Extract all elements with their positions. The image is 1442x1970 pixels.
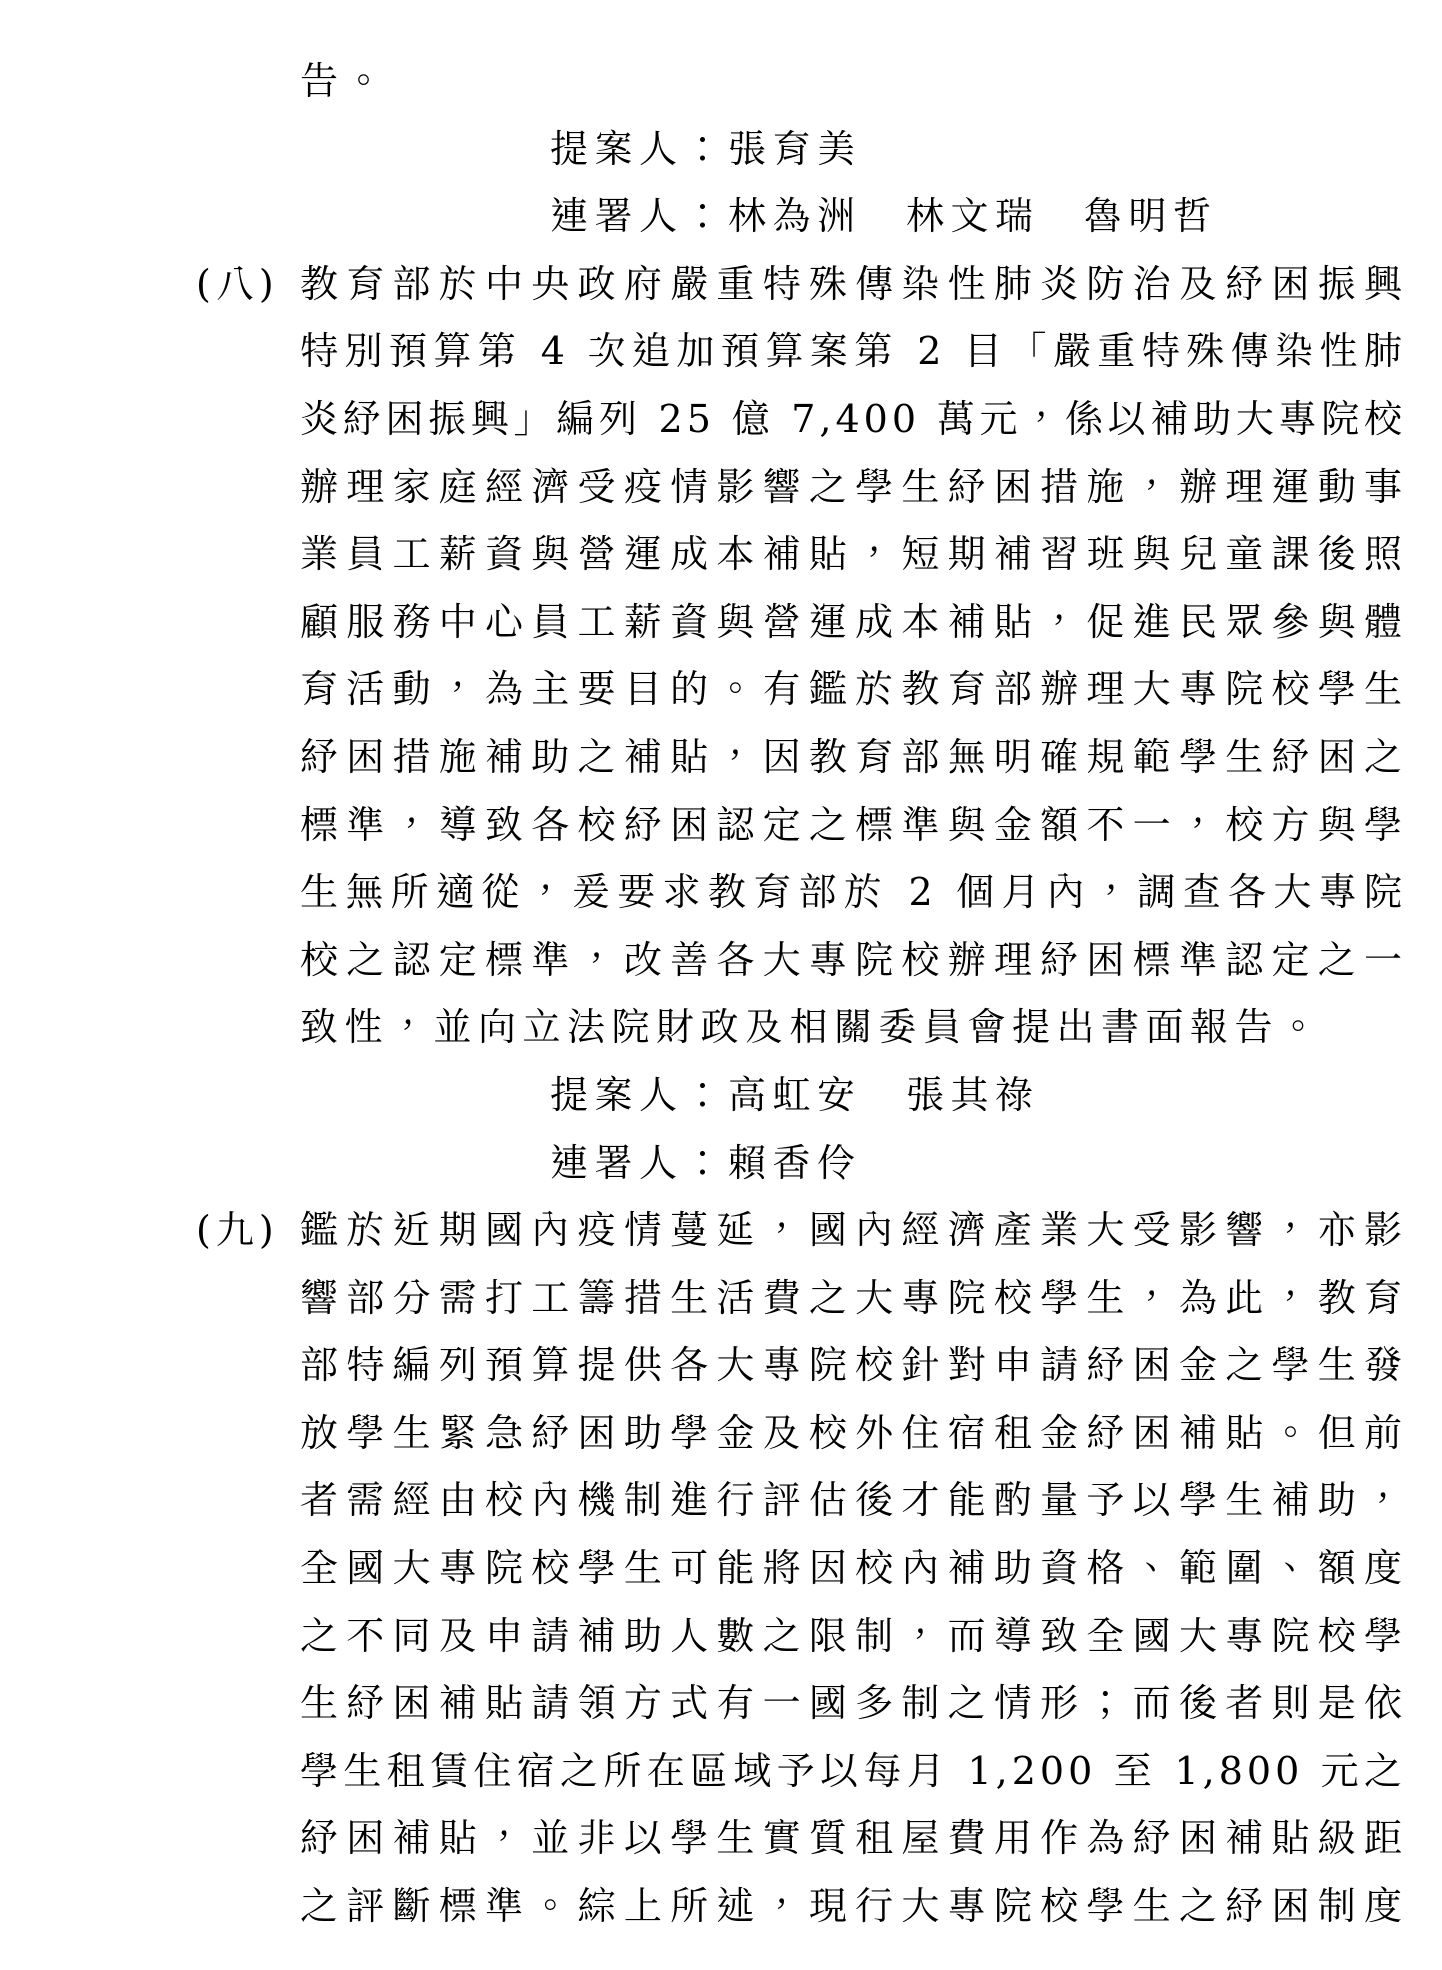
text-line: 炎紓困振興」編列 25 億 7,400 萬元，係以補助大專院校 (300, 396, 1406, 441)
text-line: 生紓困補貼請領方式有一國多制之情形；而後者則是依 (300, 1681, 1406, 1726)
text-line: 顧服務中心員工薪資與營運成本補貼，促進民眾參與體 (300, 599, 1406, 644)
text-line: 紓困措施補助之補貼，因教育部無明確規範學生紓困之 (300, 734, 1406, 779)
text-line: 全國大專院校學生可能將因校內補助資格、範圍、額度 (300, 1546, 1406, 1591)
text-line: 育活動，為主要目的。有鑑於教育部辦理大專院校學生 (300, 667, 1406, 712)
previous-item-end (0, 48, 1442, 251)
text-line: 辦理家庭經濟受疫情影響之學生紓困措施，辦理運動事 (300, 464, 1406, 509)
text-line: 學生租賃住宿之所在區域予以每月 1,200 至 1,800 元之 (300, 1748, 1406, 1793)
text-line: 告。 (300, 59, 390, 103)
text-line: 之評斷標準。綜上所述，現行大專院校學生之紓困制度 (300, 1884, 1406, 1929)
text-line: 響部分需打工籌措生活費之大專院校學生，為此，教育 (300, 1275, 1406, 1320)
text-line: 之不同及申請補助人數之限制，而導致全國大專院校學 (300, 1613, 1406, 1658)
cosigner-line: 連署人：賴香伶 (550, 1140, 862, 1185)
item-number: (八) (196, 261, 279, 306)
proposer-line: 提案人：張育美 (550, 126, 862, 171)
text-line: 特別預算第 4 次追加預算案第 2 目「嚴重特殊傳染性肺 (300, 329, 1406, 374)
text-line: 紓困補貼，並非以學生實質租屋費用作為紓困補貼級距 (300, 1816, 1406, 1861)
text-line: 生無所適從，爰要求教育部於 2 個月內，調查各大專院 (300, 870, 1406, 915)
text-line: 標準，導致各校紓困認定之標準與金額不一，校方與學 (300, 802, 1406, 847)
cosigner-line: 連署人：林為洲 林文瑞 魯明哲 (550, 194, 1218, 239)
text-line: 放學生緊急紓困助學金及校外住宿租金紓困補貼。但前 (300, 1410, 1406, 1455)
item-number: (九) (196, 1208, 279, 1253)
text-line: 教育部於中央政府嚴重特殊傳染性肺炎防治及紓困振興 (300, 261, 1406, 306)
agenda-item-8 (0, 251, 1442, 1197)
text-line: 鑑於近期國內疫情蔓延，國內經濟產業大受影響，亦影 (300, 1208, 1406, 1253)
text-line: 部特編列預算提供各大專院校針對申請紓困金之學生發 (300, 1343, 1406, 1388)
text-line: 校之認定標準，改善各大專院校辦理紓困標準認定之一 (300, 937, 1406, 982)
text-line: 致性，並向立法院財政及相關委員會提出書面報告。 (300, 1005, 1324, 1050)
text-line: 者需經由校內機制進行評估後才能酌量予以學生補助， (300, 1478, 1406, 1523)
agenda-item-9 (0, 1197, 1442, 1941)
text-line: 業員工薪資與營運成本補貼，短期補習班與兒童課後照 (300, 532, 1406, 577)
item-first-line (196, 251, 1406, 319)
proposer-line: 提案人：高虹安 張其祿 (550, 1072, 1040, 1117)
item-first-line (196, 1197, 1406, 1265)
